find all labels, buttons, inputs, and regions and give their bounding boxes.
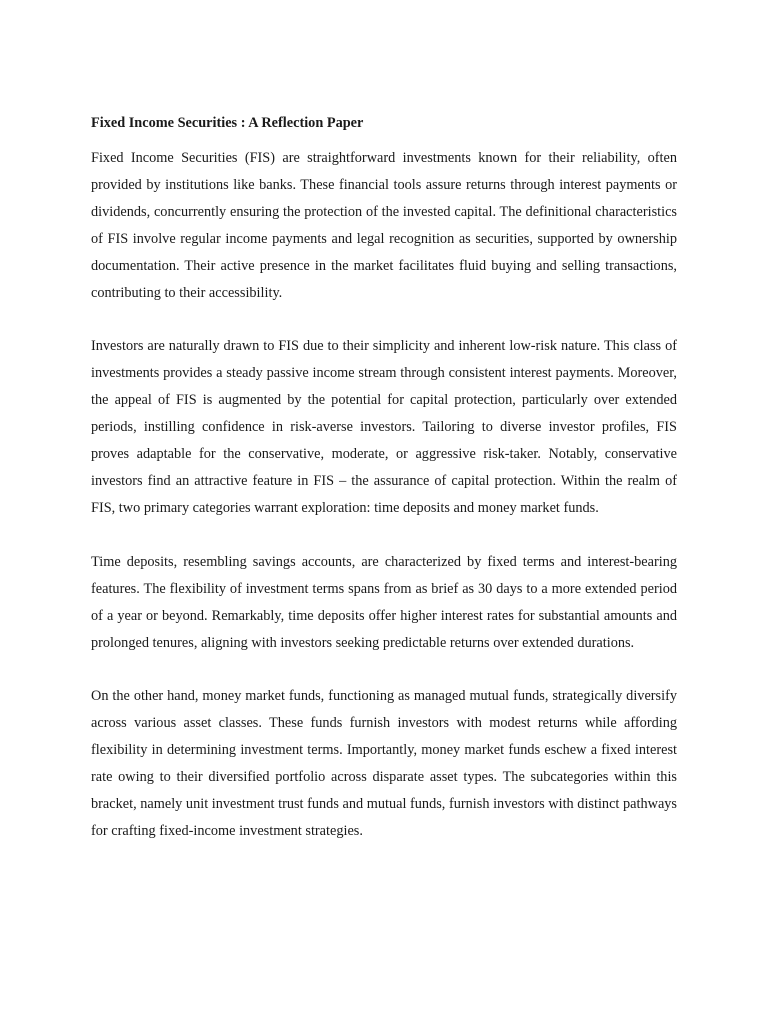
paragraph-fis-definition: Fixed Income Securities (FIS) are straightforward investments known for their reliability, often provided by institutions like banks. These financial tools assure returns through interest payments or dividends, concurrently ensuring the protection of the invested capital. The definitional characteristics of FIS involve regular income payments and legal recognition as securities, supported by ownership documentation. Their active presence in the market facilitates fluid buying and selling transactions, contributing to their accessibility. [91,150,677,301]
paragraph-money-market-funds: On the other hand, money market funds, functioning as managed mutual funds, strategically diversify across various asset classes. These funds furnish investors with modest returns while affording flexibility in determining investment terms. Importantly, money market funds eschew a fixed interest rate owing to their diversified portfolio across disparate asset types. The subcategories within this bracket, namely unit investment trust funds and mutual funds, furnish investors with distinct pathways for crafting fixed-income investment strategies. [91,688,677,839]
paragraph-time-deposits: Time deposits, resembling savings accounts, are characterized by fixed terms and interest-bearing features. The flexibility of investment terms spans from as brief as 30 days to a more extended period of a year or beyond. Remarkably, time deposits offer higher interest rates for substantial amounts and prolonged tenures, aligning with investors seeking predictable returns over extended durations. [91,553,677,651]
paragraph-investor-appeal: Investors are naturally drawn to FIS due to their simplicity and inherent low-risk nature. This class of investments provides a steady passive income stream through consistent interest payments. Moreover, the appeal of FIS is augmented by the potential for capital protection, particularly over extended periods, instilling confidence in risk-averse investors. Tailoring to diverse investor profiles, FIS proves adaptable for the conservative, moderate, or aggressive risk-taker. Notably, conservative investors find an attractive feature in FIS – the assurance of capital protection. Within the realm of FIS, two primary categories warrant exploration: time deposits and money market funds. [91,338,677,516]
document-title: Fixed Income Securities : A Reflection Paper [91,115,364,131]
document-body [91,112,677,872]
